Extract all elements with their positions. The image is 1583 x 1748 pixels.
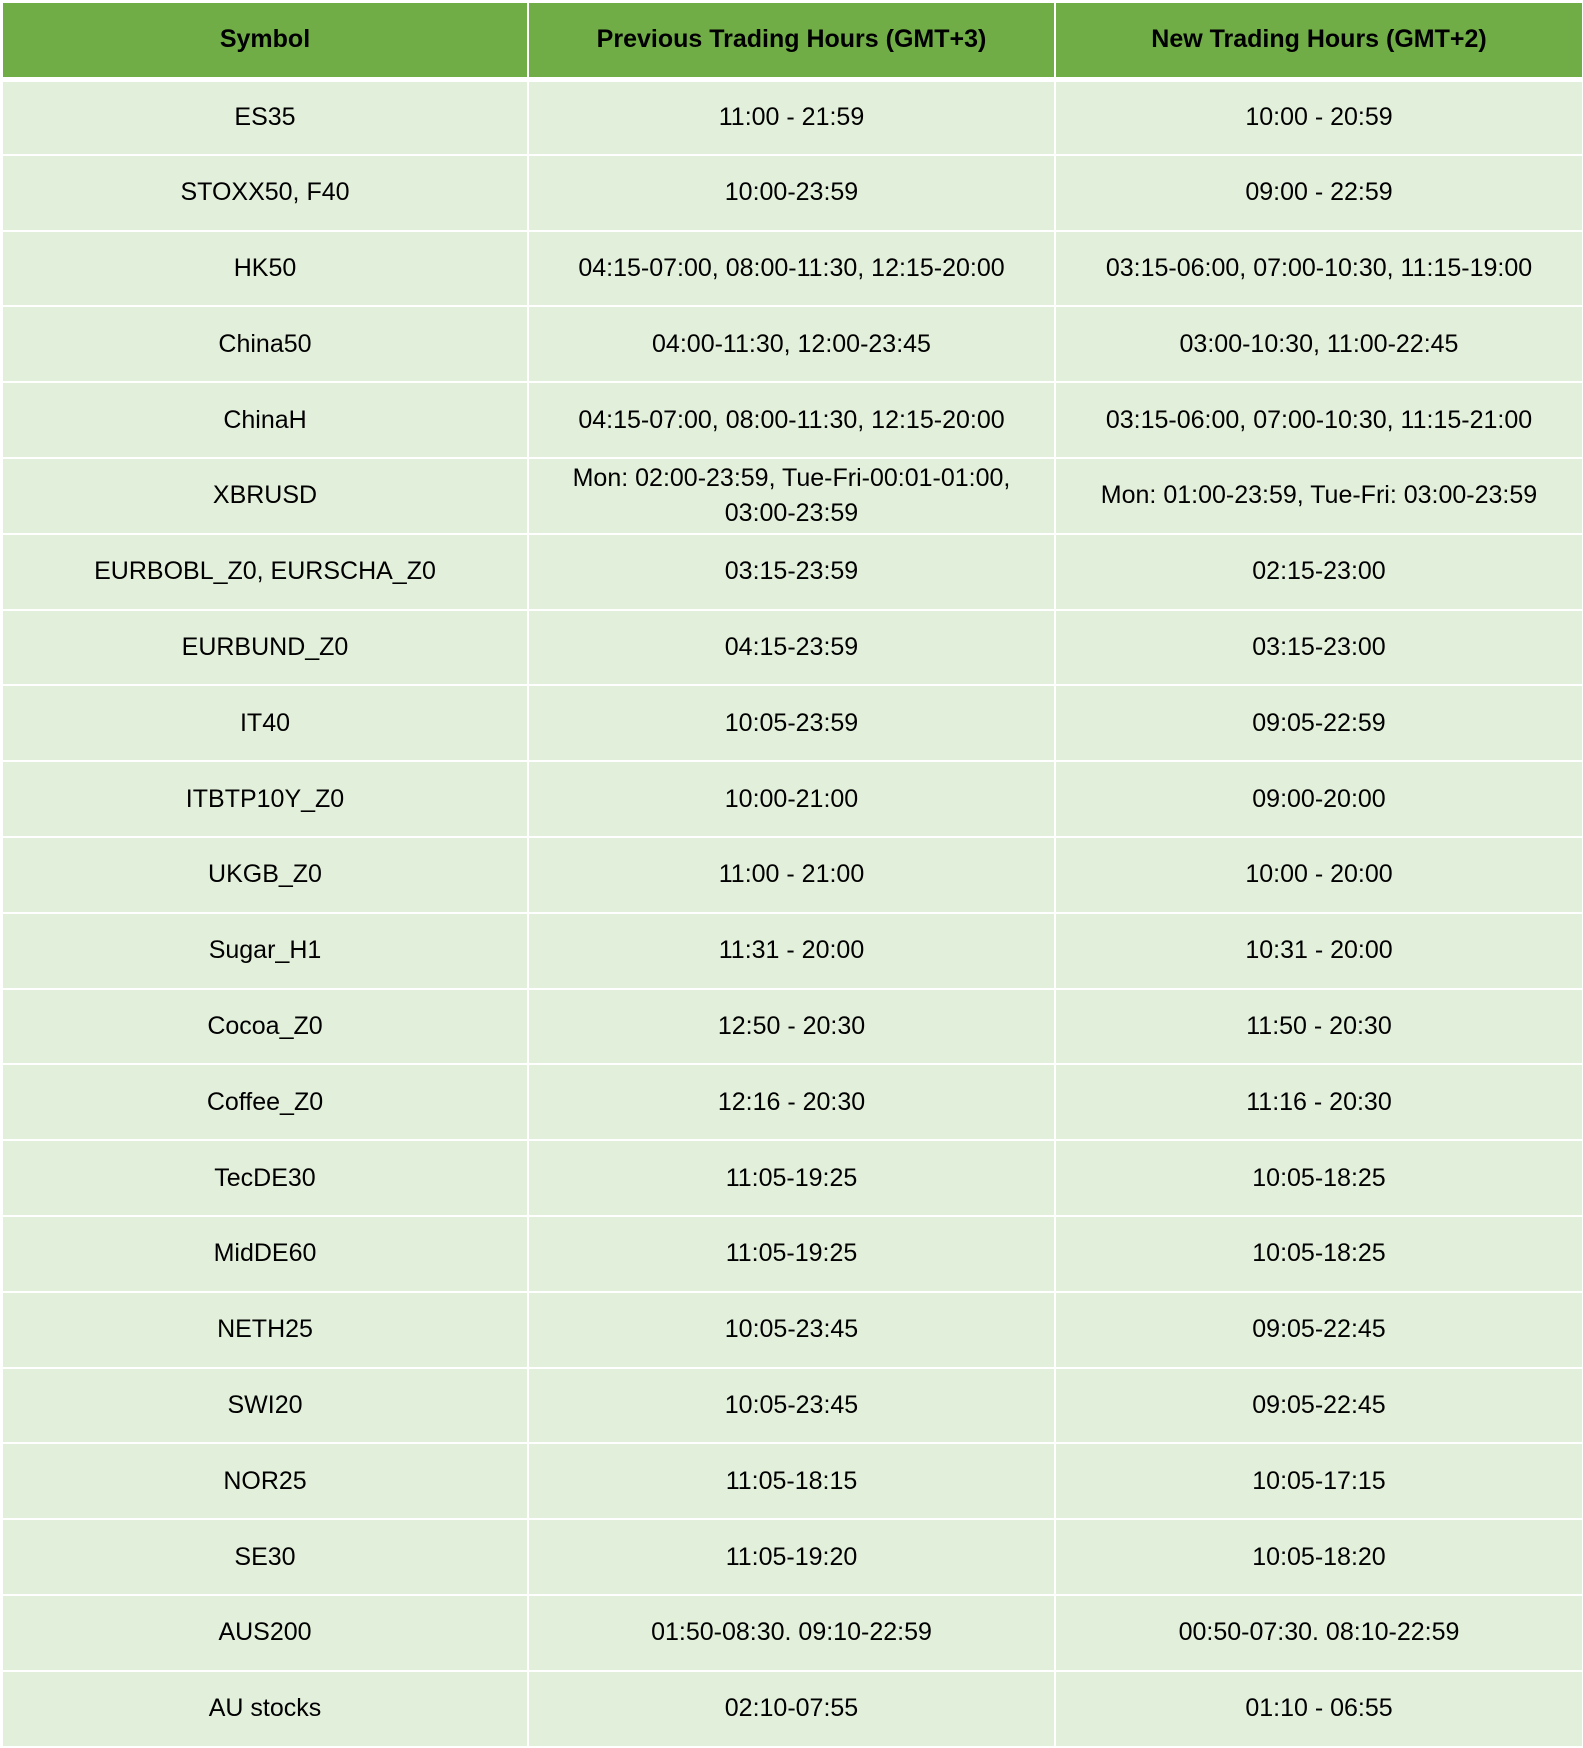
- header-previous-hours: Previous Trading Hours (GMT+3): [528, 2, 1055, 79]
- previous-hours-cell: 11:00 - 21:00: [528, 837, 1055, 913]
- previous-hours-cell: 10:05-23:45: [528, 1292, 1055, 1368]
- previous-hours-cell: 04:15-07:00, 08:00-11:30, 12:15-20:00: [528, 382, 1055, 458]
- new-hours-cell: 10:05-18:25: [1055, 1140, 1583, 1216]
- symbol-cell: IT40: [2, 685, 528, 761]
- symbol-cell: TecDE30: [2, 1140, 528, 1216]
- symbol-cell: EURBOBL_Z0, EURSCHA_Z0: [2, 534, 528, 610]
- table-row: [2, 382, 1583, 458]
- table-row: [2, 1443, 1583, 1519]
- table-row: [2, 761, 1583, 837]
- new-hours-cell: 10:05-18:20: [1055, 1519, 1583, 1595]
- previous-hours-cell: 12:16 - 20:30: [528, 1064, 1055, 1140]
- previous-hours-cell: 03:15-23:59: [528, 534, 1055, 610]
- previous-hours-cell: 11:05-19:20: [528, 1519, 1055, 1595]
- new-hours-cell: 03:15-23:00: [1055, 610, 1583, 686]
- new-hours-cell: 03:15-06:00, 07:00-10:30, 11:15-21:00: [1055, 382, 1583, 458]
- previous-hours-cell: 10:00-23:59: [528, 155, 1055, 231]
- symbol-cell: HK50: [2, 231, 528, 307]
- symbol-cell: EURBUND_Z0: [2, 610, 528, 686]
- table-row: [2, 1216, 1583, 1292]
- table-row: [2, 231, 1583, 307]
- header-row: [2, 2, 1583, 79]
- new-hours-cell: 09:05-22:45: [1055, 1292, 1583, 1368]
- symbol-cell: Cocoa_Z0: [2, 989, 528, 1065]
- new-hours-cell: Mon: 01:00-23:59, Tue-Fri: 03:00-23:59: [1055, 458, 1583, 534]
- new-hours-cell: 10:00 - 20:59: [1055, 79, 1583, 155]
- new-hours-cell: 00:50-07:30. 08:10-22:59: [1055, 1595, 1583, 1671]
- new-hours-cell: 03:15-06:00, 07:00-10:30, 11:15-19:00: [1055, 231, 1583, 307]
- table-row: [2, 1595, 1583, 1671]
- table-row: [2, 1519, 1583, 1595]
- symbol-cell: STOXX50, F40: [2, 155, 528, 231]
- symbol-cell: SE30: [2, 1519, 528, 1595]
- previous-hours-cell: 12:50 - 20:30: [528, 989, 1055, 1065]
- table-row: [2, 534, 1583, 610]
- table-row: [2, 610, 1583, 686]
- previous-hours-cell: 10:05-23:45: [528, 1368, 1055, 1444]
- new-hours-cell: 10:31 - 20:00: [1055, 913, 1583, 989]
- new-hours-cell: 10:05-18:25: [1055, 1216, 1583, 1292]
- table-row: [2, 837, 1583, 913]
- previous-hours-cell: 01:50-08:30. 09:10-22:59: [528, 1595, 1055, 1671]
- previous-hours-cell: 02:10-07:55: [528, 1671, 1055, 1747]
- new-hours-cell: 09:05-22:45: [1055, 1368, 1583, 1444]
- new-hours-cell: 10:00 - 20:00: [1055, 837, 1583, 913]
- new-hours-cell: 09:00 - 22:59: [1055, 155, 1583, 231]
- table-row: [2, 306, 1583, 382]
- symbol-cell: NOR25: [2, 1443, 528, 1519]
- previous-hours-cell: 11:05-18:15: [528, 1443, 1055, 1519]
- new-hours-cell: 01:10 - 06:55: [1055, 1671, 1583, 1747]
- symbol-cell: SWI20: [2, 1368, 528, 1444]
- symbol-cell: ES35: [2, 79, 528, 155]
- previous-hours-cell: 11:05-19:25: [528, 1140, 1055, 1216]
- previous-hours-cell: 04:00-11:30, 12:00-23:45: [528, 306, 1055, 382]
- new-hours-cell: 03:00-10:30, 11:00-22:45: [1055, 306, 1583, 382]
- symbol-cell: XBRUSD: [2, 458, 528, 534]
- previous-hours-cell: 11:05-19:25: [528, 1216, 1055, 1292]
- symbol-cell: Coffee_Z0: [2, 1064, 528, 1140]
- table-row: [2, 685, 1583, 761]
- previous-hours-cell: 04:15-07:00, 08:00-11:30, 12:15-20:00: [528, 231, 1055, 307]
- previous-hours-cell: Mon: 02:00-23:59, Tue-Fri-00:01-01:00, 03:00-23:59: [528, 458, 1055, 534]
- table-row: [2, 458, 1583, 534]
- table-header: [2, 2, 1583, 79]
- header-new-hours: New Trading Hours (GMT+2): [1055, 2, 1583, 79]
- symbol-cell: MidDE60: [2, 1216, 528, 1292]
- table-row: [2, 155, 1583, 231]
- table-body: [2, 79, 1583, 1747]
- symbol-cell: China50: [2, 306, 528, 382]
- symbol-cell: UKGB_Z0: [2, 837, 528, 913]
- table-row: [2, 989, 1583, 1065]
- symbol-cell: NETH25: [2, 1292, 528, 1368]
- symbol-cell: AUS200: [2, 1595, 528, 1671]
- table-row: [2, 1292, 1583, 1368]
- new-hours-cell: 02:15-23:00: [1055, 534, 1583, 610]
- new-hours-cell: 11:16 - 20:30: [1055, 1064, 1583, 1140]
- previous-hours-cell: 10:00-21:00: [528, 761, 1055, 837]
- previous-hours-cell: 04:15-23:59: [528, 610, 1055, 686]
- table-row: [2, 79, 1583, 155]
- table-row: [2, 1064, 1583, 1140]
- trading-hours-table: [1, 1, 1583, 1748]
- new-hours-cell: 10:05-17:15: [1055, 1443, 1583, 1519]
- new-hours-cell: 11:50 - 20:30: [1055, 989, 1583, 1065]
- symbol-cell: AU stocks: [2, 1671, 528, 1747]
- table-row: [2, 1368, 1583, 1444]
- previous-hours-cell: 10:05-23:59: [528, 685, 1055, 761]
- table-row: [2, 1671, 1583, 1747]
- symbol-cell: ITBTP10Y_Z0: [2, 761, 528, 837]
- symbol-cell: Sugar_H1: [2, 913, 528, 989]
- new-hours-cell: 09:00-20:00: [1055, 761, 1583, 837]
- symbol-cell: ChinaH: [2, 382, 528, 458]
- new-hours-cell: 09:05-22:59: [1055, 685, 1583, 761]
- previous-hours-cell: 11:31 - 20:00: [528, 913, 1055, 989]
- header-symbol: Symbol: [2, 2, 528, 79]
- previous-hours-cell: 11:00 - 21:59: [528, 79, 1055, 155]
- table-row: [2, 1140, 1583, 1216]
- table-row: [2, 913, 1583, 989]
